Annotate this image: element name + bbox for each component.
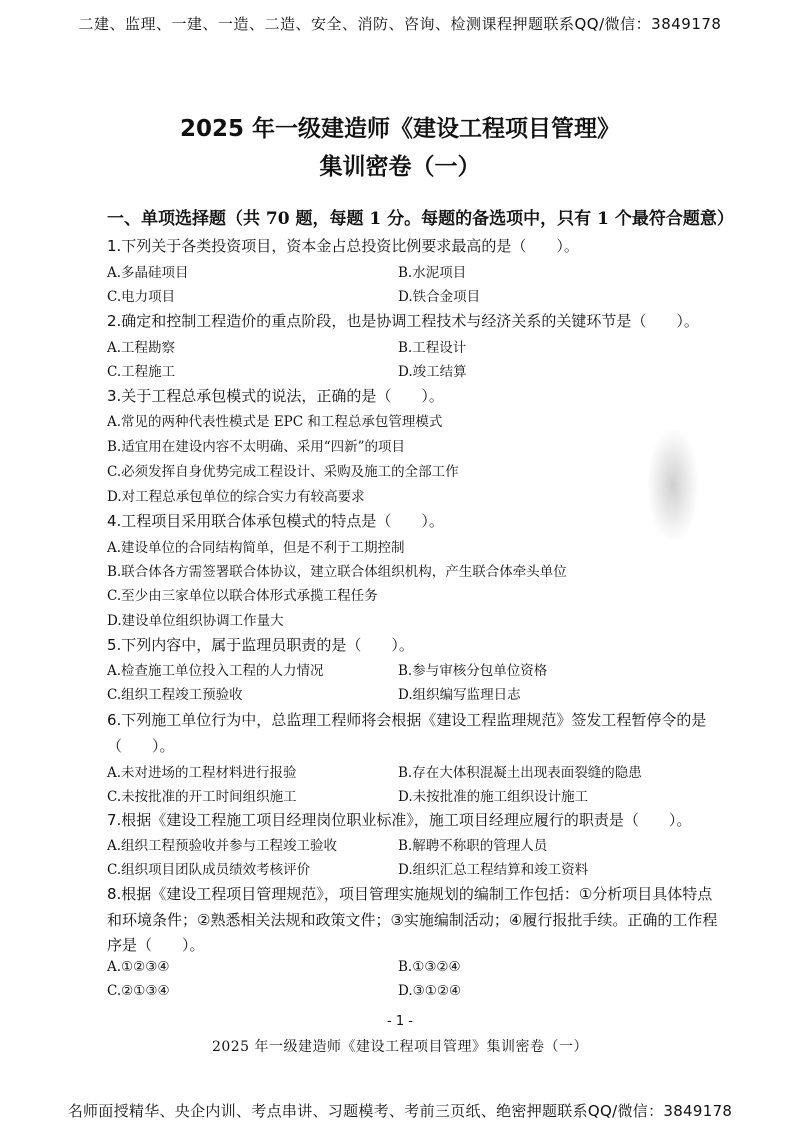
question-7-option-d: D.组织汇总工程结算和竣工资料	[398, 862, 589, 878]
question-8-stem-cont1: 和环境条件；②熟悉相关法规和政策文件；③实施编制活动；④履行报批手续。正确的工作程	[107, 911, 718, 929]
question-1-stem: 1.下列关于各类投资项目，资本金占总投资比例要求最高的是（ ）。	[107, 237, 579, 255]
question-5-option-d: D.组织编写监理日志	[398, 687, 521, 703]
question-7-option-a: A.组织工程预验收并参与工程竣工验收	[107, 838, 338, 854]
bottom-banner: 名师面授精华、央企内训、考点串讲、习题模考、考前三页纸、绝密押题联系QQ/微信：3849178	[67, 1102, 733, 1120]
question-4-option-a: A.建设单位的合同结构简单，但是不利于工期控制	[107, 540, 405, 556]
question-8-stem-cont2: 序是（ ）。	[107, 936, 205, 954]
question-8-option-a: A.①②③④	[107, 959, 170, 975]
question-8-option-b: B.①③②④	[398, 959, 461, 975]
question-5-stem: 5.下列内容中，属于监理员职责的是（ ）。	[107, 636, 414, 654]
question-8-option-c: C.②①③④	[107, 983, 170, 999]
question-8-stem: 8.根据《建设工程项目管理规范》，项目管理实施规划的编制工作包括：①分析项目具体特点	[107, 885, 713, 903]
question-7-option-b: B.解聘不称职的管理人员	[398, 838, 548, 854]
question-8-option-d: D.③①②④	[398, 983, 462, 999]
scan-smudge	[648, 430, 698, 540]
question-4-option-d: D.建设单位组织协调工作量大	[107, 613, 284, 629]
question-6-stem-cont: （ ）。	[107, 737, 175, 755]
question-1-option-a: A.多晶硅项目	[107, 265, 189, 281]
question-2-option-c: C.工程施工	[107, 364, 176, 380]
question-3-option-b: B.适宜用在建设内容不太明确、采用“四新”的项目	[107, 439, 406, 455]
question-6-option-b: B.存在大体积混凝土出现表面裂缝的隐患	[398, 765, 642, 781]
question-6-option-d: D.未按批准的施工组织设计施工	[398, 789, 589, 805]
question-2-stem: 2.确定和控制工程造价的重点阶段，也是协调工程技术与经济关系的关键环节是（ ）。	[107, 312, 699, 330]
question-4-option-c: C.至少由三家单位以联合体形式承揽工程任务	[107, 588, 378, 604]
question-1-option-c: C.电力项目	[107, 289, 176, 305]
question-3-stem: 3.关于工程总承包模式的说法，正确的是（ ）。	[107, 387, 444, 405]
footer-title: 2025 年一级建造师《建设工程项目管理》集训密卷（一）	[211, 1039, 589, 1055]
question-5-option-b: B.参与审核分包单位资格	[398, 663, 548, 679]
question-6-option-c: C.未按批准的开工时间组织施工	[107, 789, 297, 805]
question-6-stem: 6.下列施工单位行为中，总监理工程师将会根据《建设工程监理规范》签发工程暂停令的是	[107, 711, 707, 729]
section-heading: 一、单项选择题（共 70 题，每题 1 分。每题的备选项中，只有 1 个最符合题意）	[107, 209, 734, 229]
question-7-option-c: C.组织项目团队成员绩效考核评价	[107, 862, 311, 878]
question-2-option-a: A.工程勘察	[107, 340, 176, 356]
exam-title: 2025 年一级建造师《建设工程项目管理》	[179, 116, 621, 142]
question-2-option-d: D.竣工结算	[398, 364, 467, 380]
question-3-option-d: D.对工程总承包单位的综合实力有较高要求	[107, 489, 365, 505]
question-6-option-a: A.未对进场的工程材料进行报验	[107, 765, 297, 781]
question-5-option-c: C.组织工程竣工预验收	[107, 687, 243, 703]
question-1-option-d: D.铁合金项目	[398, 289, 481, 305]
question-3-option-c: C.必须发挥自身优势完成工程设计、采购及施工的全部工作	[107, 464, 459, 480]
question-3-option-a: A.常见的两种代表性模式是 EPC 和工程总承包管理模式	[107, 414, 443, 430]
question-5-option-a: A.检查施工单位投入工程的人力情况	[107, 663, 324, 679]
page-number: - 1 -	[387, 1014, 413, 1029]
exam-subtitle: 集训密卷（一）	[319, 154, 481, 180]
question-4-stem: 4.工程项目采用联合体承包模式的特点是（ ）。	[107, 512, 444, 530]
question-4-option-b: B.联合体各方需签署联合体协议，建立联合体组织机构，产生联合体牵头单位	[107, 564, 567, 580]
top-banner: 二建、监理、一建、一造、二造、安全、消防、咨询、检测课程押题联系QQ/微信：3849178	[78, 15, 722, 33]
question-2-option-b: B.工程设计	[398, 340, 467, 356]
question-1-option-b: B.水泥项目	[398, 265, 467, 281]
question-7-stem: 7.根据《建设工程施工项目经理岗位职业标准》，施工项目经理应履行的职责是（ ）。	[107, 811, 692, 829]
